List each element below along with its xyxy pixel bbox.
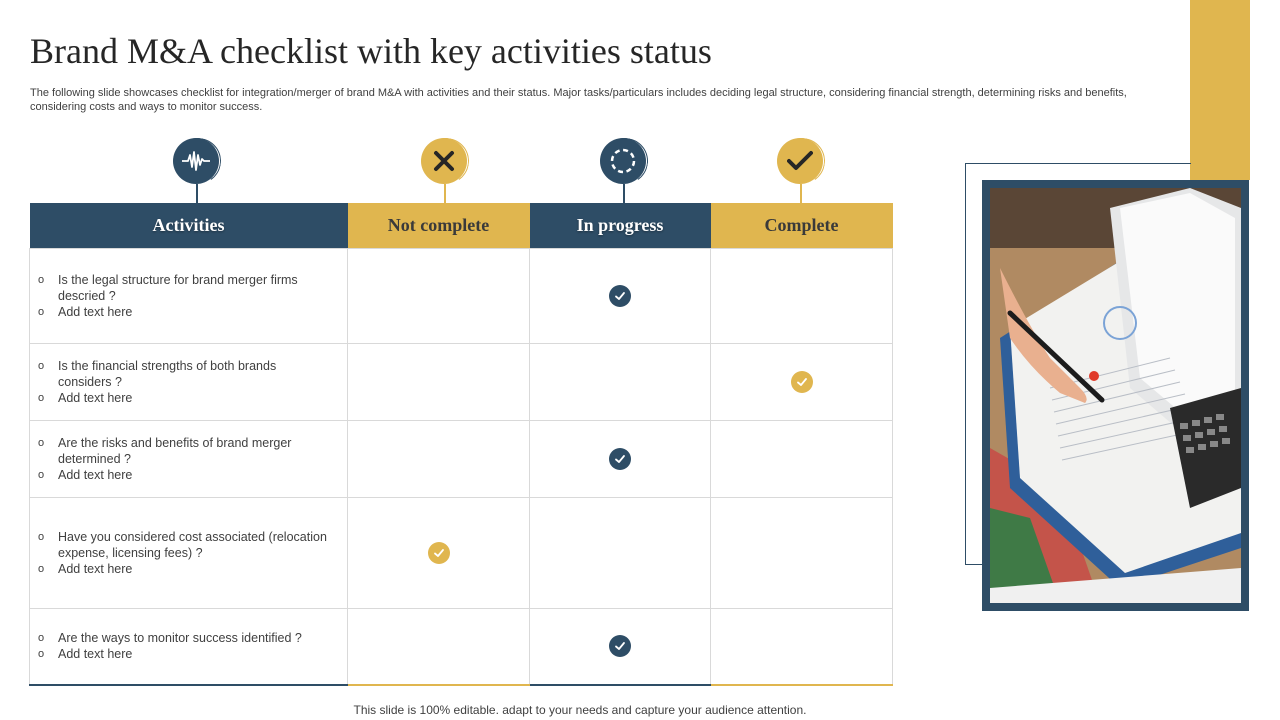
activity-bullet-item: o Have you considered cost associated (relocation expense, licensing fees) ?	[56, 529, 327, 561]
x-mark-icon	[433, 150, 455, 172]
activity-bullets	[56, 358, 327, 406]
activity-cell	[30, 343, 348, 420]
status-cell	[530, 608, 711, 685]
slide-title: Brand M&A checklist with key activities status	[30, 31, 712, 71]
status-cell	[530, 420, 711, 497]
status-cell	[711, 343, 893, 420]
status-cell	[530, 497, 711, 608]
status-cell	[711, 608, 893, 685]
activity-cell	[30, 420, 348, 497]
activity-bullet-item: o Add text here	[56, 304, 327, 320]
table-row	[30, 248, 893, 343]
slide-footer: This slide is 100% editable. adapt to your needs and capture your audience attention.	[353, 703, 807, 717]
not-complete-header-icon	[420, 138, 470, 204]
activities-header-icon	[172, 138, 222, 204]
photo-frame	[982, 180, 1249, 611]
activity-bullet-item: o Is the financial strengths of both brands considers ?	[56, 358, 327, 390]
activity-bullets	[56, 272, 327, 320]
activity-bullet-item: o Is the legal structure for brand merger firms descried ?	[56, 272, 327, 304]
table-header-row	[30, 203, 893, 248]
pulse-icon	[181, 149, 211, 173]
status-cell	[348, 343, 530, 420]
activity-bullet-item: o Add text here	[56, 390, 327, 406]
header-not-complete: Not complete	[348, 203, 530, 248]
activity-bullet-item: o Are the risks and benefits of brand merger determined ?	[56, 435, 327, 467]
status-check-icon	[609, 635, 631, 657]
status-check-icon	[428, 542, 450, 564]
status-check-icon	[609, 285, 631, 307]
status-cell	[530, 343, 711, 420]
check-mark-icon	[787, 150, 813, 172]
status-cell	[348, 248, 530, 343]
table-row	[30, 343, 893, 420]
table-row	[30, 497, 893, 608]
activity-bullets	[56, 630, 327, 662]
activity-bullet-item: o Add text here	[56, 467, 327, 483]
status-cell	[530, 248, 711, 343]
checklist-table	[29, 203, 893, 686]
header-complete: Complete	[711, 203, 893, 248]
status-check-icon	[791, 371, 813, 393]
dashed-circle-icon	[609, 147, 637, 175]
activity-bullets	[56, 435, 327, 483]
status-cell	[711, 420, 893, 497]
status-cell	[711, 248, 893, 343]
header-activities: Activities	[30, 203, 348, 248]
header-in-progress: In progress	[530, 203, 711, 248]
status-cell	[348, 420, 530, 497]
activity-bullet-item: o Add text here	[56, 646, 327, 662]
activity-bullets	[56, 529, 327, 577]
activity-cell	[30, 608, 348, 685]
table-row	[30, 420, 893, 497]
status-cell	[348, 497, 530, 608]
activity-cell	[30, 248, 348, 343]
slide-subtitle: The following slide showcases checklist for integration/merger of brand M&A with activities and their status. Major tasks/particulars includes deciding legal structure, considering financial strength, determining risks and benefits, considering costs and ways to monitor success.	[30, 87, 1127, 113]
in-progress-header-icon	[599, 138, 649, 204]
status-cell	[348, 608, 530, 685]
status-check-icon	[609, 448, 631, 470]
complete-header-icon	[776, 138, 826, 204]
status-cell	[711, 497, 893, 608]
activity-cell	[30, 497, 348, 608]
activity-bullet-item: o Add text here	[56, 561, 327, 577]
table-row	[30, 608, 893, 685]
decorative-gold-bar	[1190, 0, 1250, 180]
activity-bullet-item: o Are the ways to monitor success identified ?	[56, 630, 327, 646]
paperwork-photo	[990, 188, 1241, 603]
